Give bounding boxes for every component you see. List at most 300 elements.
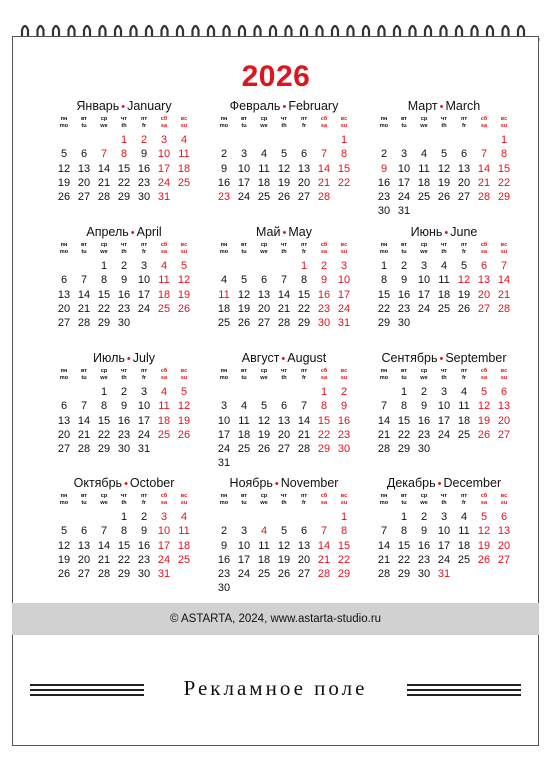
weekday-label: пн mo	[59, 493, 69, 506]
day-cell: 26	[237, 317, 251, 330]
month-name-ru: Февраль	[229, 99, 281, 113]
day-cell: 19	[277, 176, 291, 189]
weekday-header	[214, 116, 354, 133]
day-cell: 2	[320, 260, 328, 272]
day-cell: 3	[240, 525, 248, 538]
day-cell: 5	[280, 525, 288, 538]
day-cell: 16	[317, 288, 331, 301]
day-cell: 24	[237, 568, 251, 581]
day-cell: 30	[317, 317, 331, 330]
week-row	[54, 442, 194, 456]
day-cell: 27	[297, 568, 311, 581]
months-grid	[47, 98, 511, 598]
day-cell: 22	[117, 553, 131, 566]
day-cell: 2	[380, 148, 388, 161]
empty-cell	[234, 510, 254, 524]
week-row	[54, 176, 194, 190]
day-cell: 19	[57, 176, 71, 189]
weekday-label: пн mo	[219, 368, 229, 381]
day-cell: 7	[380, 400, 388, 413]
weekday-label: вс su	[500, 493, 508, 506]
day-cell: 1	[500, 134, 508, 146]
weekday-label: вс su	[340, 242, 348, 255]
weekday-label: чт th	[121, 116, 127, 129]
month-name-ru: Декабрь	[386, 476, 436, 490]
day-cell: 27	[257, 317, 271, 330]
day-cell: 2	[340, 386, 348, 398]
month-title	[214, 224, 354, 241]
separator-dot: •	[124, 478, 128, 490]
weekday-label: чт th	[441, 242, 447, 255]
month-name-en: September	[445, 351, 507, 365]
day-cell: 22	[97, 428, 111, 441]
day-cell: 1	[320, 386, 328, 398]
empty-cell	[294, 510, 314, 524]
day-cell: 6	[480, 260, 488, 272]
day-cell: 29	[297, 317, 311, 330]
month-title	[54, 475, 194, 492]
weekday-label: чт th	[281, 368, 287, 381]
day-cell: 9	[120, 400, 128, 413]
weekday-label: чт th	[121, 368, 127, 381]
day-cell: 21	[377, 553, 391, 566]
day-cell: 23	[397, 302, 411, 315]
day-cell: 30	[397, 317, 411, 330]
week-row	[214, 162, 354, 176]
weekday-label: чт th	[281, 493, 287, 506]
day-cell: 27	[77, 191, 91, 204]
day-cell: 10	[237, 539, 251, 552]
week-row	[54, 288, 194, 302]
weekday-label: пн mo	[219, 116, 229, 129]
week-row	[374, 553, 514, 567]
day-cell: 18	[457, 414, 471, 427]
day-cell: 17	[137, 288, 151, 301]
month-name-en: April	[136, 225, 162, 239]
separator-dot: •	[126, 353, 131, 365]
month-name-en: June	[450, 225, 478, 239]
week-row	[214, 316, 354, 330]
day-cell: 19	[177, 288, 191, 301]
day-cell: 12	[177, 400, 191, 413]
day-cell: 4	[460, 386, 468, 398]
day-cell: 14	[297, 414, 311, 427]
empty-cell	[374, 133, 394, 147]
weekday-label: пн mo	[59, 242, 69, 255]
day-cell: 20	[457, 176, 471, 189]
week-row	[374, 147, 514, 161]
day-cell: 30	[217, 582, 231, 595]
day-cell: 16	[417, 539, 431, 552]
day-cell: 26	[457, 302, 471, 315]
day-cell: 7	[500, 260, 508, 272]
day-cell: 16	[117, 288, 131, 301]
day-cell: 10	[137, 400, 151, 413]
day-cell: 5	[260, 400, 268, 413]
month-name-en: October	[129, 476, 175, 490]
weekday-label: пт fr	[140, 242, 148, 255]
day-cell: 19	[237, 302, 251, 315]
day-cell: 4	[160, 260, 168, 272]
weekday-label: ср we	[260, 116, 268, 129]
week-row	[214, 442, 354, 456]
day-cell: 11	[258, 539, 270, 552]
month-november	[214, 475, 354, 596]
separator-dot: •	[282, 227, 287, 239]
day-cell: 11	[158, 274, 170, 287]
week-row	[374, 385, 514, 399]
weekday-header	[374, 368, 514, 385]
weekday-header	[54, 242, 194, 259]
month-name-ru: Июль	[93, 351, 125, 365]
day-cell: 19	[477, 539, 491, 552]
empty-cell	[314, 510, 334, 524]
day-cell: 16	[137, 162, 151, 175]
day-cell: 11	[158, 400, 170, 413]
month-name-ru: Ноябрь	[229, 476, 273, 490]
month-title	[214, 98, 354, 115]
weekday-label: сб sa	[320, 242, 328, 255]
weekday-label: ср we	[420, 368, 428, 381]
day-cell: 4	[180, 511, 188, 523]
day-cell: 6	[500, 511, 508, 523]
day-cell: 10	[397, 162, 411, 175]
month-title	[214, 350, 354, 367]
week-row	[374, 288, 514, 302]
empty-cell	[274, 385, 294, 399]
week-row	[214, 273, 354, 287]
day-cell: 26	[277, 568, 291, 581]
weekday-label: пн mo	[379, 242, 389, 255]
weekday-label: сб sa	[320, 368, 328, 381]
week-row	[374, 162, 514, 176]
day-cell: 12	[477, 400, 491, 413]
day-cell: 1	[100, 386, 108, 398]
day-cell: 7	[300, 400, 308, 413]
empty-cell	[54, 510, 74, 524]
day-cell: 11	[258, 162, 270, 175]
day-cell: 12	[437, 162, 451, 175]
day-cell: 6	[280, 400, 288, 413]
week-row	[374, 428, 514, 442]
day-cell: 9	[400, 274, 408, 287]
weekday-header	[54, 368, 194, 385]
day-cell: 16	[417, 414, 431, 427]
week-row	[374, 302, 514, 316]
day-cell: 15	[97, 288, 111, 301]
weekday-label: пт fr	[460, 242, 468, 255]
day-cell: 17	[237, 176, 251, 189]
day-cell: 27	[497, 553, 511, 566]
day-cell: 8	[120, 148, 128, 161]
weekday-label: ср we	[100, 116, 108, 129]
day-cell: 28	[377, 443, 391, 456]
month-name-en: January	[127, 99, 172, 113]
week-row	[214, 428, 354, 442]
day-cell: 10	[217, 414, 231, 427]
weekday-label: сб sa	[320, 116, 328, 129]
day-cell: 12	[57, 539, 71, 552]
weekday-label: пн mo	[379, 116, 389, 129]
weekday-label: вт tu	[80, 242, 88, 255]
day-cell: 14	[477, 162, 491, 175]
day-cell: 16	[397, 288, 411, 301]
day-cell: 9	[220, 162, 228, 175]
week-row	[374, 567, 514, 581]
day-cell: 6	[60, 274, 68, 287]
empty-cell	[274, 133, 294, 147]
empty-cell	[394, 133, 414, 147]
day-cell: 13	[77, 539, 91, 552]
month-name-ru: Апрель	[86, 225, 129, 239]
day-cell: 17	[437, 414, 451, 427]
day-cell: 13	[277, 414, 291, 427]
day-cell: 21	[77, 302, 91, 315]
day-cell: 15	[397, 414, 411, 427]
day-cell: 19	[477, 414, 491, 427]
day-cell: 30	[417, 443, 431, 456]
day-cell: 15	[377, 288, 391, 301]
day-cell: 23	[417, 553, 431, 566]
week-row	[54, 399, 194, 413]
empty-cell	[94, 133, 114, 147]
day-cell: 20	[497, 414, 511, 427]
day-cell: 6	[300, 525, 308, 538]
day-cell: 17	[157, 539, 171, 552]
month-name-ru: Сентябрь	[381, 351, 438, 365]
weekday-label: пн mo	[59, 116, 69, 129]
day-cell: 23	[217, 568, 231, 581]
advertising-field	[12, 668, 539, 718]
day-cell: 10	[337, 274, 351, 287]
week-row	[214, 288, 354, 302]
day-cell: 21	[297, 428, 311, 441]
day-cell: 6	[260, 274, 268, 287]
day-cell: 11	[438, 274, 450, 287]
day-cell: 2	[120, 386, 128, 398]
day-cell: 21	[317, 553, 331, 566]
day-cell: 5	[60, 148, 68, 161]
day-cell: 8	[100, 274, 108, 287]
month-title	[374, 98, 514, 115]
weekday-label: вт tu	[80, 493, 88, 506]
day-cell: 21	[97, 553, 111, 566]
weekday-label: сб sa	[480, 493, 488, 506]
weekday-label: ср we	[260, 493, 268, 506]
week-row	[214, 176, 354, 190]
day-cell: 4	[160, 386, 168, 398]
ad-field-label: Рекламное поле	[183, 676, 368, 700]
day-cell: 18	[157, 414, 171, 427]
separator-dot: •	[437, 478, 442, 490]
empty-cell	[274, 510, 294, 524]
day-cell: 18	[157, 288, 171, 301]
week-row	[214, 456, 354, 470]
month-december	[374, 475, 514, 581]
day-cell: 4	[240, 400, 248, 413]
weekday-label: ср we	[420, 242, 428, 255]
day-cell: 23	[137, 553, 151, 566]
day-cell: 29	[97, 317, 111, 330]
empty-cell	[54, 259, 74, 273]
day-cell: 12	[477, 525, 491, 538]
day-cell: 11	[178, 525, 190, 538]
month-march	[374, 98, 514, 219]
weekday-label: ср we	[420, 493, 428, 506]
empty-cell	[274, 259, 294, 273]
day-cell: 23	[137, 176, 151, 189]
month-name-ru: Январь	[76, 99, 120, 113]
week-row	[54, 428, 194, 442]
weekday-label: вс su	[180, 493, 188, 506]
day-cell: 22	[317, 428, 331, 441]
day-cell: 4	[260, 148, 268, 161]
day-cell: 22	[497, 176, 511, 189]
weekday-label: вс su	[340, 368, 348, 381]
weekday-label: вс su	[500, 116, 508, 129]
day-cell: 21	[317, 176, 331, 189]
month-name-en: February	[288, 99, 339, 113]
empty-cell	[294, 385, 314, 399]
day-cell: 14	[277, 288, 291, 301]
day-cell: 13	[57, 288, 71, 301]
day-cell: 13	[457, 162, 471, 175]
day-cell: 19	[57, 553, 71, 566]
day-cell: 3	[440, 386, 448, 398]
weekday-label: ср we	[260, 368, 268, 381]
day-cell: 30	[117, 443, 131, 456]
day-cell: 13	[57, 414, 71, 427]
month-name-en: July	[132, 351, 155, 365]
day-cell: 10	[437, 525, 451, 538]
separator-dot: •	[274, 478, 279, 490]
day-cell: 30	[377, 205, 391, 218]
day-cell: 23	[117, 302, 131, 315]
day-cell: 27	[297, 191, 311, 204]
day-cell: 30	[117, 317, 131, 330]
week-row	[214, 259, 354, 273]
day-cell: 6	[500, 386, 508, 398]
day-cell: 18	[237, 428, 251, 441]
weekday-label: вт tu	[240, 368, 248, 381]
weekday-label: вс su	[340, 493, 348, 506]
day-cell: 14	[97, 539, 111, 552]
month-april	[54, 224, 194, 330]
day-cell: 4	[180, 134, 188, 146]
day-cell: 11	[178, 148, 190, 161]
separator-dot: •	[282, 101, 287, 113]
day-cell: 25	[157, 428, 171, 441]
month-may	[214, 224, 354, 330]
day-cell: 14	[377, 539, 391, 552]
day-cell: 8	[300, 274, 308, 287]
separator-dot: •	[281, 353, 286, 365]
weekday-header	[54, 493, 194, 510]
week-row	[214, 553, 354, 567]
day-cell: 13	[257, 288, 271, 301]
day-cell: 5	[480, 386, 488, 398]
day-cell: 3	[420, 260, 428, 272]
separator-dot: •	[439, 101, 444, 113]
day-cell: 4	[460, 511, 468, 523]
day-cell: 12	[177, 274, 191, 287]
day-cell: 27	[57, 317, 71, 330]
day-cell: 23	[317, 302, 331, 315]
weekday-label: вс su	[180, 242, 188, 255]
day-cell: 19	[457, 288, 471, 301]
day-cell: 25	[177, 176, 191, 189]
month-february	[214, 98, 354, 204]
week-row	[214, 539, 354, 553]
day-cell: 8	[100, 400, 108, 413]
day-cell: 1	[300, 260, 308, 272]
day-cell: 21	[97, 176, 111, 189]
week-row	[374, 176, 514, 190]
day-cell: 8	[320, 400, 328, 413]
week-row	[54, 273, 194, 287]
day-cell: 26	[57, 568, 71, 581]
year-title: 2026	[241, 60, 311, 93]
empty-cell	[254, 259, 274, 273]
month-name-en: March	[445, 99, 481, 113]
month-name-en: December	[443, 476, 502, 490]
day-cell: 25	[417, 191, 431, 204]
weekday-label: вт tu	[80, 368, 88, 381]
month-name-ru: Октябрь	[73, 476, 123, 490]
day-cell: 26	[277, 191, 291, 204]
day-cell: 20	[77, 176, 91, 189]
weekday-label: пт fr	[460, 493, 468, 506]
day-cell: 6	[460, 148, 468, 161]
day-cell: 9	[140, 148, 148, 161]
day-cell: 24	[337, 302, 351, 315]
day-cell: 31	[337, 317, 351, 330]
day-cell: 7	[380, 525, 388, 538]
month-title	[54, 98, 194, 115]
day-cell: 9	[120, 274, 128, 287]
day-cell: 1	[400, 386, 408, 398]
weekday-label: сб sa	[320, 493, 328, 506]
month-name-ru: Август	[241, 351, 280, 365]
day-cell: 18	[217, 302, 231, 315]
day-cell: 29	[117, 568, 131, 581]
day-cell: 18	[437, 288, 451, 301]
day-cell: 27	[497, 428, 511, 441]
weekday-label: ср we	[420, 116, 428, 129]
week-row	[54, 316, 194, 330]
day-cell: 1	[400, 511, 408, 523]
day-cell: 24	[437, 428, 451, 441]
day-cell: 23	[217, 191, 231, 204]
day-cell: 23	[377, 191, 391, 204]
week-row	[214, 399, 354, 413]
empty-cell	[454, 133, 474, 147]
weekday-label: пт fr	[460, 368, 468, 381]
day-cell: 2	[420, 386, 428, 398]
weekday-label: чт th	[281, 242, 287, 255]
day-cell: 3	[140, 260, 148, 272]
weekday-label: пт fr	[300, 368, 308, 381]
week-row	[214, 133, 354, 147]
empty-cell	[74, 385, 94, 399]
day-cell: 7	[320, 148, 328, 161]
week-row	[54, 524, 194, 538]
empty-cell	[54, 385, 74, 399]
day-cell: 3	[220, 400, 228, 413]
day-cell: 9	[140, 525, 148, 538]
day-cell: 1	[120, 134, 128, 146]
month-august	[214, 350, 354, 471]
